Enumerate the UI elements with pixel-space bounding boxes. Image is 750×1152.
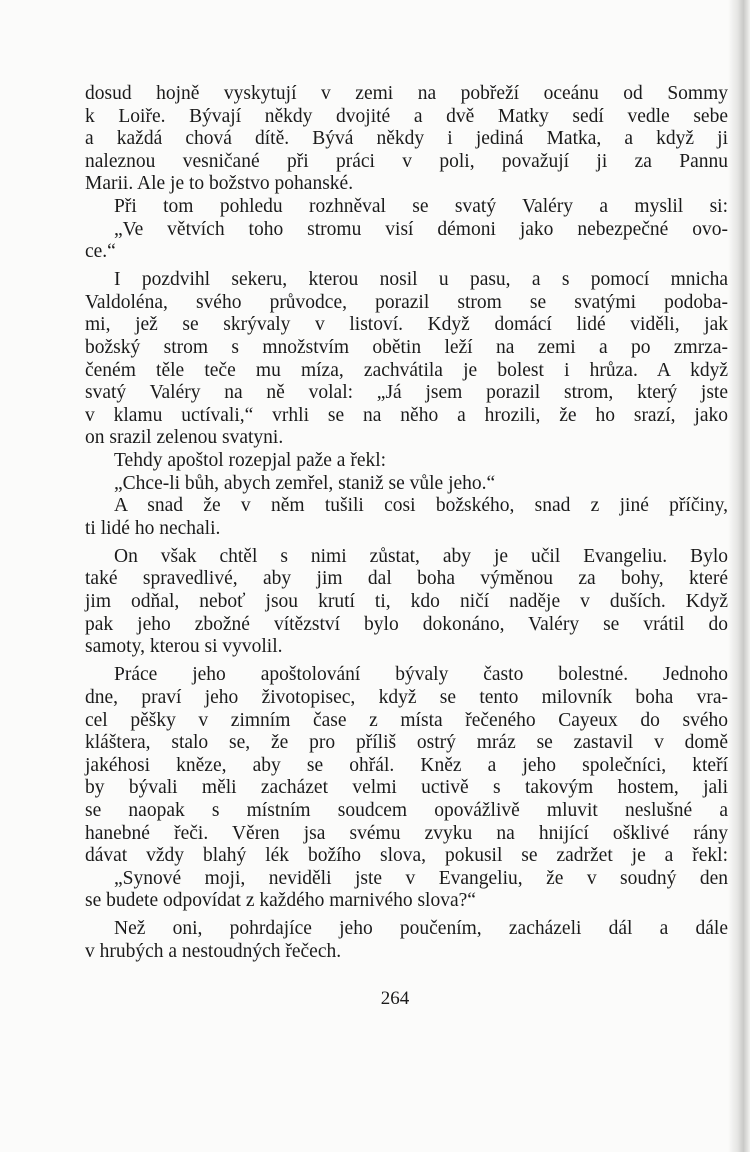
text-line: samoty, kterou si vyvolil. bbox=[85, 636, 283, 658]
text-line: dne, praví jeho životopisec, když se tento milovník boha vra- bbox=[85, 686, 728, 708]
text-line: čeném těle teče mu míza, zachvátila je bolest i hrůza. A když bbox=[85, 359, 728, 381]
page-edge-shadow bbox=[728, 0, 750, 1152]
text-line: ti lidé ho nechali. bbox=[85, 517, 221, 539]
text-line: Než oni, pohrdajíce jeho poučením, zacházeli dál a dále bbox=[114, 918, 728, 940]
text-line: se budete odpovídat z každého marnivého slova?“ bbox=[85, 890, 476, 912]
text-line: Tehdy apoštol rozepjal paže a řekl: bbox=[114, 450, 387, 471]
text-line: naleznou vesničané při práci v poli, považují ji za Pannu bbox=[85, 150, 728, 172]
text-line: by bývali měli zacházet velmi uctivě s takovým hostem, jali bbox=[85, 777, 728, 799]
text-line: Při tom pohledu rozhněval se svatý Valéry a myslil si: bbox=[114, 195, 728, 217]
text-line: „Chce-li bůh, abych zemřel, staniž se vůle jeho.“ bbox=[114, 472, 496, 494]
text-line: Valdoléna, svého průvodce, porazil strom se svatými podoba- bbox=[85, 291, 728, 313]
text-line: dosud hojně vyskytují v zemi na pobřeží oceánu od Sommy bbox=[85, 83, 728, 104]
text-line: a každá chová dítě. Bývá někdy i jediná Matka, a když ji bbox=[85, 128, 728, 150]
text-line: hanebné řeči. Věren jsa svému zvyku na hnijící ošklivé rány bbox=[85, 822, 728, 844]
text-line: v hrubých a nestoudných řečech. bbox=[85, 940, 342, 962]
text-line: On však chtěl s nimi zůstat, aby je učil Evangeliu. Bylo bbox=[114, 545, 728, 567]
text-line: také spravedlivé, aby jim dal boha výměnou za bohy, které bbox=[85, 568, 728, 590]
text-line: božský strom s množstvím obětin leží na zemi a po zmrza- bbox=[85, 337, 728, 359]
text-line: v klamu uctívali,“ vrhli se na něho a hrozili, že ho srazí, jako bbox=[85, 404, 728, 426]
text-line: A snad že v něm tušili cosi božského, snad z jiné příčiny, bbox=[114, 495, 728, 517]
text-line: pak jeho zbožné vítězství bylo dokonáno, Valéry se vrátil do bbox=[85, 613, 728, 635]
text-line: „Synové moji, neviděli jste v Evangeliu, že v soudný den bbox=[114, 867, 728, 889]
text-line: svatý Valéry na ně volal: „Já jsem porazil strom, který jste bbox=[85, 382, 728, 404]
text-line: „Ve větvích toho stromu visí démoni jako nebezpečné ovo- bbox=[114, 218, 728, 240]
text-line: cel pěšky v zimním čase z místa řečeného Cayeux do svého bbox=[85, 709, 728, 731]
text-line: kláštera, stalo se, že pro příliš ostrý mráz se zastavil v domě bbox=[85, 732, 728, 754]
text-line: mi, jež se skrývaly v listoví. Když domácí lidé viděli, jak bbox=[85, 314, 728, 336]
text-line: k Loiře. Bývají někdy dvojité a dvě Matky sedí vedle sebe bbox=[85, 105, 728, 127]
text-line: dávat vždy blahý lék božího slova, pokusil se zadržet je a řekl: bbox=[85, 845, 728, 867]
text-line: se naopak s místním soudcem opovážlivě mluvit neslušné a bbox=[85, 799, 728, 821]
text-line: Práce jeho apoštolování bývaly často bolestné. Jednoho bbox=[114, 664, 728, 686]
text-line: jakéhosi kněze, aby se ohřál. Kněz a jeho společníci, kteří bbox=[85, 754, 728, 776]
body-text bbox=[85, 83, 728, 964]
text-line: I pozdvihl sekeru, kterou nosil u pasu, a s pomocí mnicha bbox=[114, 269, 728, 291]
text-line: on srazil zelenou svatyni. bbox=[85, 427, 284, 449]
text-line: Marii. Ale je to božstvo pohanské. bbox=[85, 173, 354, 195]
text-line: jim odňal, neboť jsou krutí ti, kdo ničí naděje v duších. Když bbox=[85, 591, 728, 613]
text-line: ce.“ bbox=[85, 241, 116, 263]
page-number: 264 bbox=[380, 988, 410, 1009]
